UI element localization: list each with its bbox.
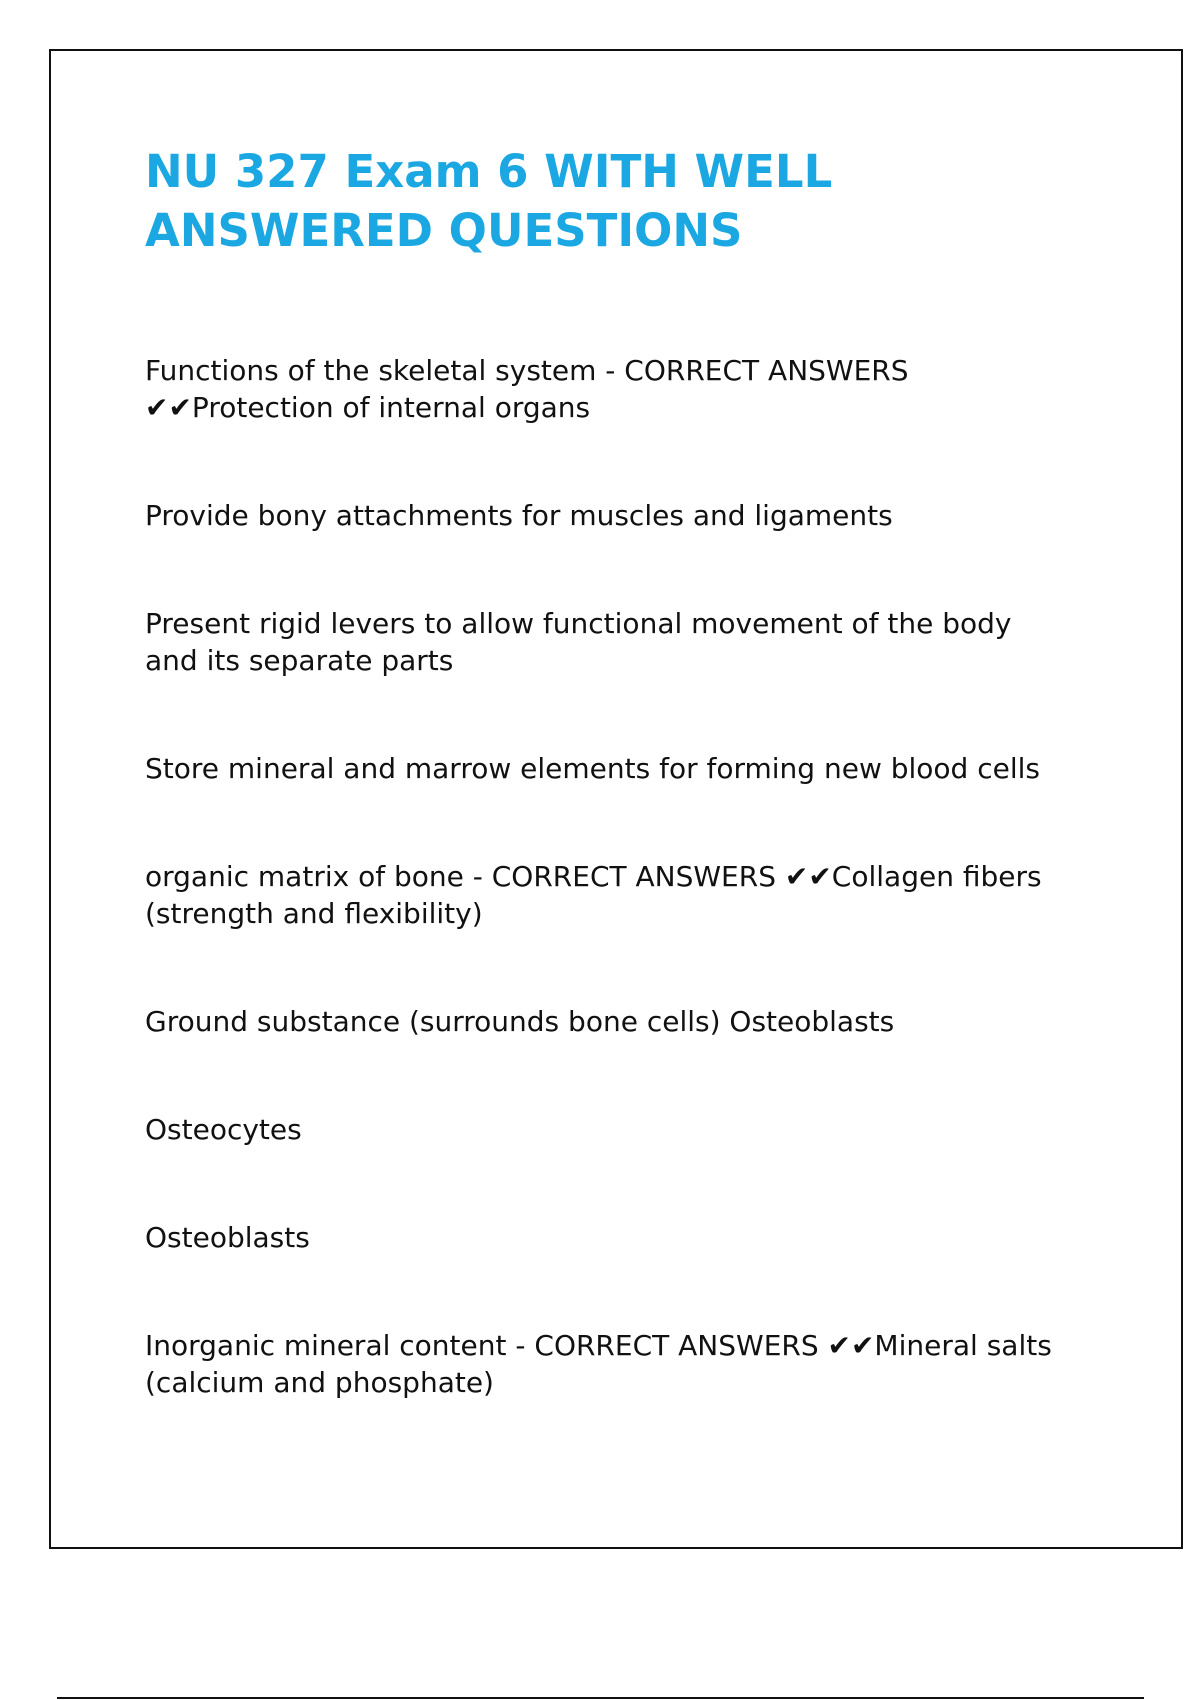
qa-list xyxy=(145,352,1105,1401)
qa-line: Present rigid levers to allow functional movement of the body xyxy=(145,607,1012,640)
qa-entry xyxy=(145,497,1105,534)
footer-divider xyxy=(57,1697,1144,1699)
qa-entry xyxy=(145,1111,1105,1148)
qa-line: ✔✔Protection of internal organs xyxy=(145,391,591,424)
qa-entry xyxy=(145,1327,1105,1401)
qa-entry xyxy=(145,750,1105,787)
qa-line: (strength and flexibility) xyxy=(145,897,483,930)
qa-line: Osteoblasts xyxy=(145,1221,310,1254)
qa-line: Inorganic mineral content - CORRECT ANSWERS ✔✔Mineral salts xyxy=(145,1329,1052,1362)
qa-line: Store mineral and marrow elements for forming new blood cells xyxy=(145,752,1041,785)
qa-entry xyxy=(145,352,1105,426)
qa-entry xyxy=(145,1219,1105,1256)
qa-line: Provide bony attachments for muscles and ligaments xyxy=(145,499,893,532)
title-line: ANSWERED QUESTIONS xyxy=(145,204,743,257)
qa-entry xyxy=(145,1003,1105,1040)
qa-line: Osteocytes xyxy=(145,1113,302,1146)
qa-line: Ground substance (surrounds bone cells) Osteoblasts xyxy=(145,1005,895,1038)
qa-line: and its separate parts xyxy=(145,644,454,677)
qa-line: Functions of the skeletal system - CORRECT ANSWERS xyxy=(145,354,909,387)
qa-entry xyxy=(145,605,1105,679)
qa-entry xyxy=(145,858,1105,932)
title-line: NU 327 Exam 6 WITH WELL xyxy=(145,145,833,198)
page-title xyxy=(145,142,1045,260)
qa-line: organic matrix of bone - CORRECT ANSWERS ✔✔Collagen fibers xyxy=(145,860,1042,893)
qa-line: (calcium and phosphate) xyxy=(145,1366,494,1399)
